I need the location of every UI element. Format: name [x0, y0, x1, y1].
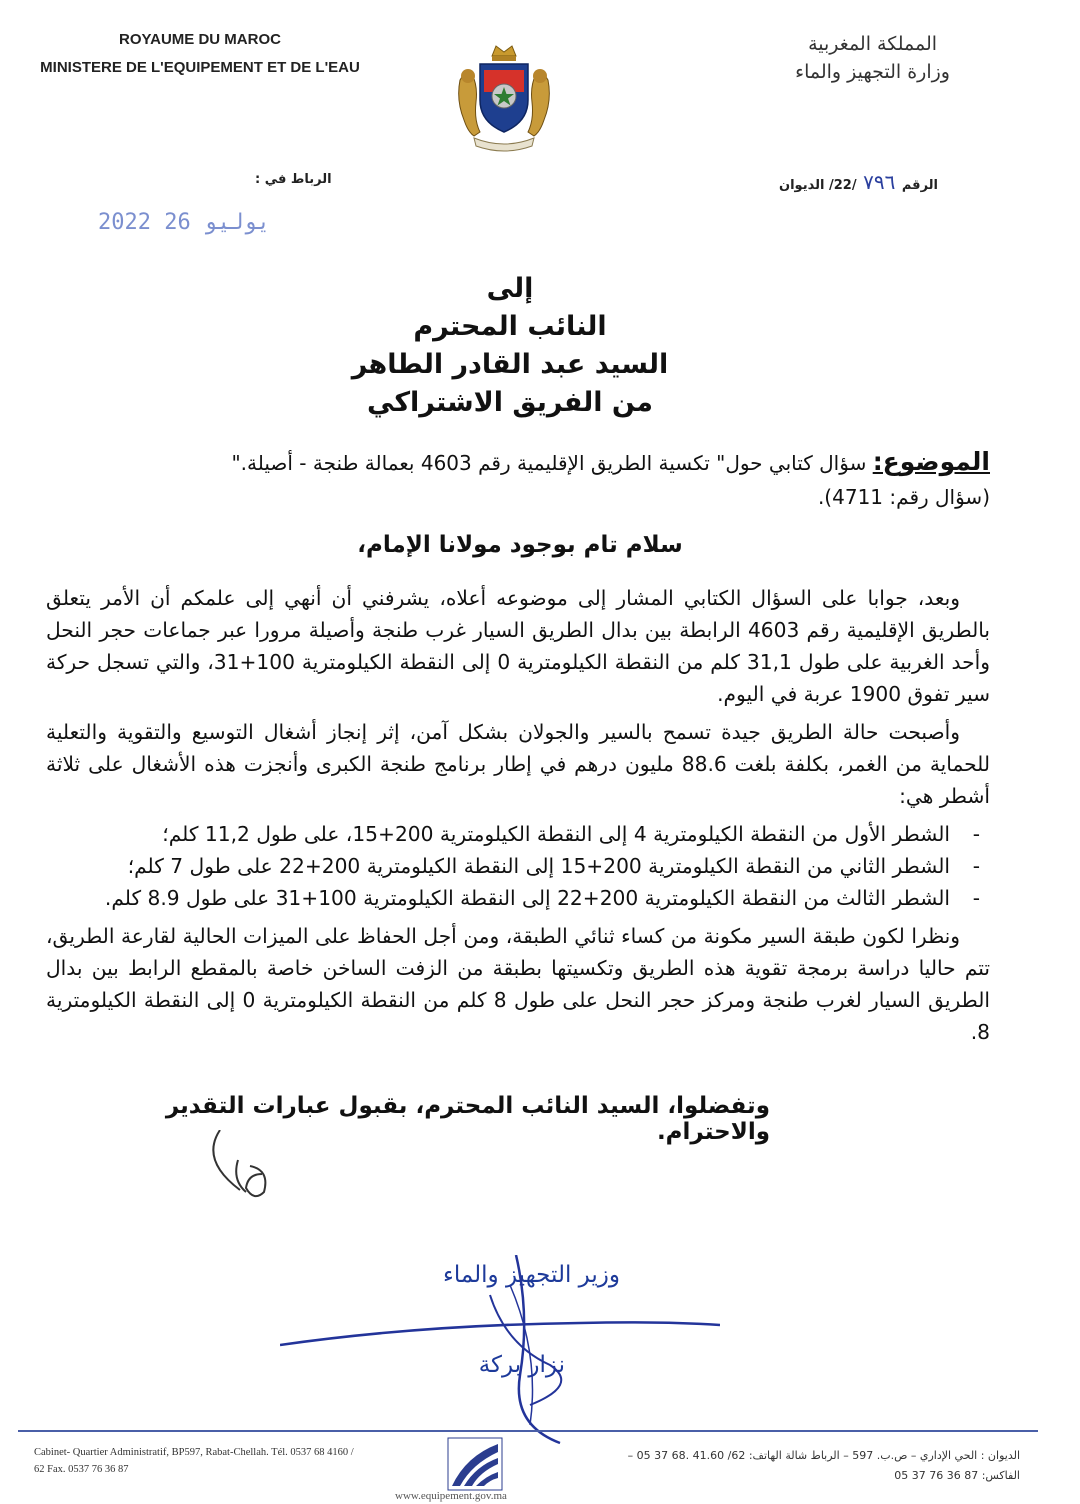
footer-rule: [18, 1430, 1038, 1432]
arabic-letterhead: [795, 30, 950, 86]
subject-block: [190, 445, 990, 514]
addressee-name: السيد عبد القادر الطاهر: [351, 349, 669, 380]
coat-of-arms-icon: [452, 40, 556, 152]
french-letterhead: [20, 26, 380, 82]
footer-address-ar: [540, 1446, 1020, 1486]
place-date-label: الرباط في :: [255, 172, 332, 187]
body-paragraph-3: ونظرا لكون طبقة السير مكونة من كساء ثنائي الطبقة، ومن أجل الحفاظ على الميزات الحالية لقارعة الطريق، تتم حاليا دراسة برمجة تقوية هذه الطريق وتكسيتها بطبقة من الزفت الساخن خاصة بالمقطع الرابط بين بدال الطريق السيار لغرب طنجة ومركز حجر النحل على طول 8 كلم من النقطة الكيلومترية 0 إلى النقطة الكيلومترية 8.: [46, 924, 990, 1044]
letter-body: [46, 582, 990, 1054]
ministry-logo-icon: [446, 1436, 504, 1492]
signatory-title: وزير التجهيز والماء: [443, 1262, 620, 1288]
subject-text: سؤال كتابي حول" تكسية الطريق الإقليمية رقم 4603 بعمالة طنجة - أصيلة.": [231, 451, 867, 475]
handwritten-initials-icon: [210, 1130, 290, 1210]
reference-prefix: الرقم: [901, 178, 938, 193]
list-item: - الشطر الأول من النقطة الكيلومترية 4 إلى النقطة الكيلومترية 200+15، على طول 11,2 كلم؛: [46, 818, 950, 850]
addressee-title: النائب المحترم: [413, 311, 607, 342]
footer-address-ar-line2: الفاكس: 87 36 76 37 05: [894, 1469, 1020, 1482]
question-number: (سؤال رقم: 4711).: [817, 485, 990, 509]
kingdom-name-ar: المملكة المغربية: [808, 33, 938, 55]
closing-formula: وتفضلوا، السيد النائب المحترم، بقبول عبارات التقدير والاحترام.: [165, 1093, 770, 1145]
subject-label: الموضوع:: [872, 447, 990, 476]
handwritten-signature-icon: [280, 1255, 720, 1445]
footer-address-fr-line1: Cabinet- Quartier Administratif, BP597, Rabat-Chellah. Tél. 0537 68 4160 /: [34, 1447, 354, 1458]
reference-handwritten-number: ٧٩٦: [863, 170, 896, 194]
ministry-name-fr: MINISTERE DE L'EQUIPEMENT ET DE L'EAU: [40, 59, 360, 76]
footer-address-fr-line2: 62 Fax. 0537 76 36 87: [34, 1464, 129, 1475]
greeting: سلام تام بوجود مولانا الإمام،: [357, 532, 683, 558]
signatory-name: نزار بركة: [478, 1352, 565, 1378]
body-paragraph-1: وبعد، جوابا على السؤال الكتابي المشار إلى موضوعه أعلاه، يشرفني أن أنهي إلى علمكم أن الأمر يتعلق بالطريق الإقليمية رقم 4603 الرابطة بين بدال الطريق السيار غرب طنجة وأصيلة مرورا عبر جماعات حجر النحل وأحد الغربية على طول 31,1 كلم من النقطة الكيلومترية 0 إلى النقطة الكيلومترية 100+31، والتي تسجل حركة سير تفوق 1900 عربة في اليوم.: [46, 586, 990, 706]
addressee-party: من الفريق الاشتراكي: [367, 387, 653, 418]
addressee-to: إلى: [486, 273, 534, 304]
kingdom-name-fr: ROYAUME DU MAROC: [119, 31, 281, 48]
reference-number: [779, 170, 938, 194]
list-item: - الشطر الثاني من النقطة الكيلومترية 200+15 إلى النقطة الكيلومترية 200+22 على طول 7 كلم؛: [46, 850, 950, 882]
ministry-name-ar: وزارة التجهيز والماء: [795, 61, 950, 83]
list-item: - الشطر الثالث من النقطة الكيلومترية 200+22 إلى النقطة الكيلومترية 100+31 على طول 8.9 كلم.: [46, 882, 950, 914]
footer-website: www.equipement.gov.ma: [395, 1490, 507, 1502]
footer-address-ar-line1: الديوان : الحي الإداري – ص.ب. 597 – الرباط شالة الهاتف: 62/ 41.60 .68 37 05 –: [627, 1449, 1020, 1462]
reference-suffix: /22/ الديوان: [779, 178, 857, 193]
body-paragraph-2: وأصبحت حالة الطريق جيدة تسمح بالسير والجولان بشكل آمن، إثر إنجاز أشغال التوسيع والتقوية والتعلية للحماية من الغمر، بكلفة بلغت 88.6 مليون درهم في إطار برنامج طنجة الكبرى وأنجزت هذه الأشغال على ثلاثة أشطر هي:: [46, 720, 990, 808]
phases-list: [46, 818, 990, 914]
date-stamp: 2022 يوليو 26: [98, 210, 271, 235]
footer-address-fr: [34, 1444, 444, 1478]
addressee-block: [230, 270, 790, 422]
